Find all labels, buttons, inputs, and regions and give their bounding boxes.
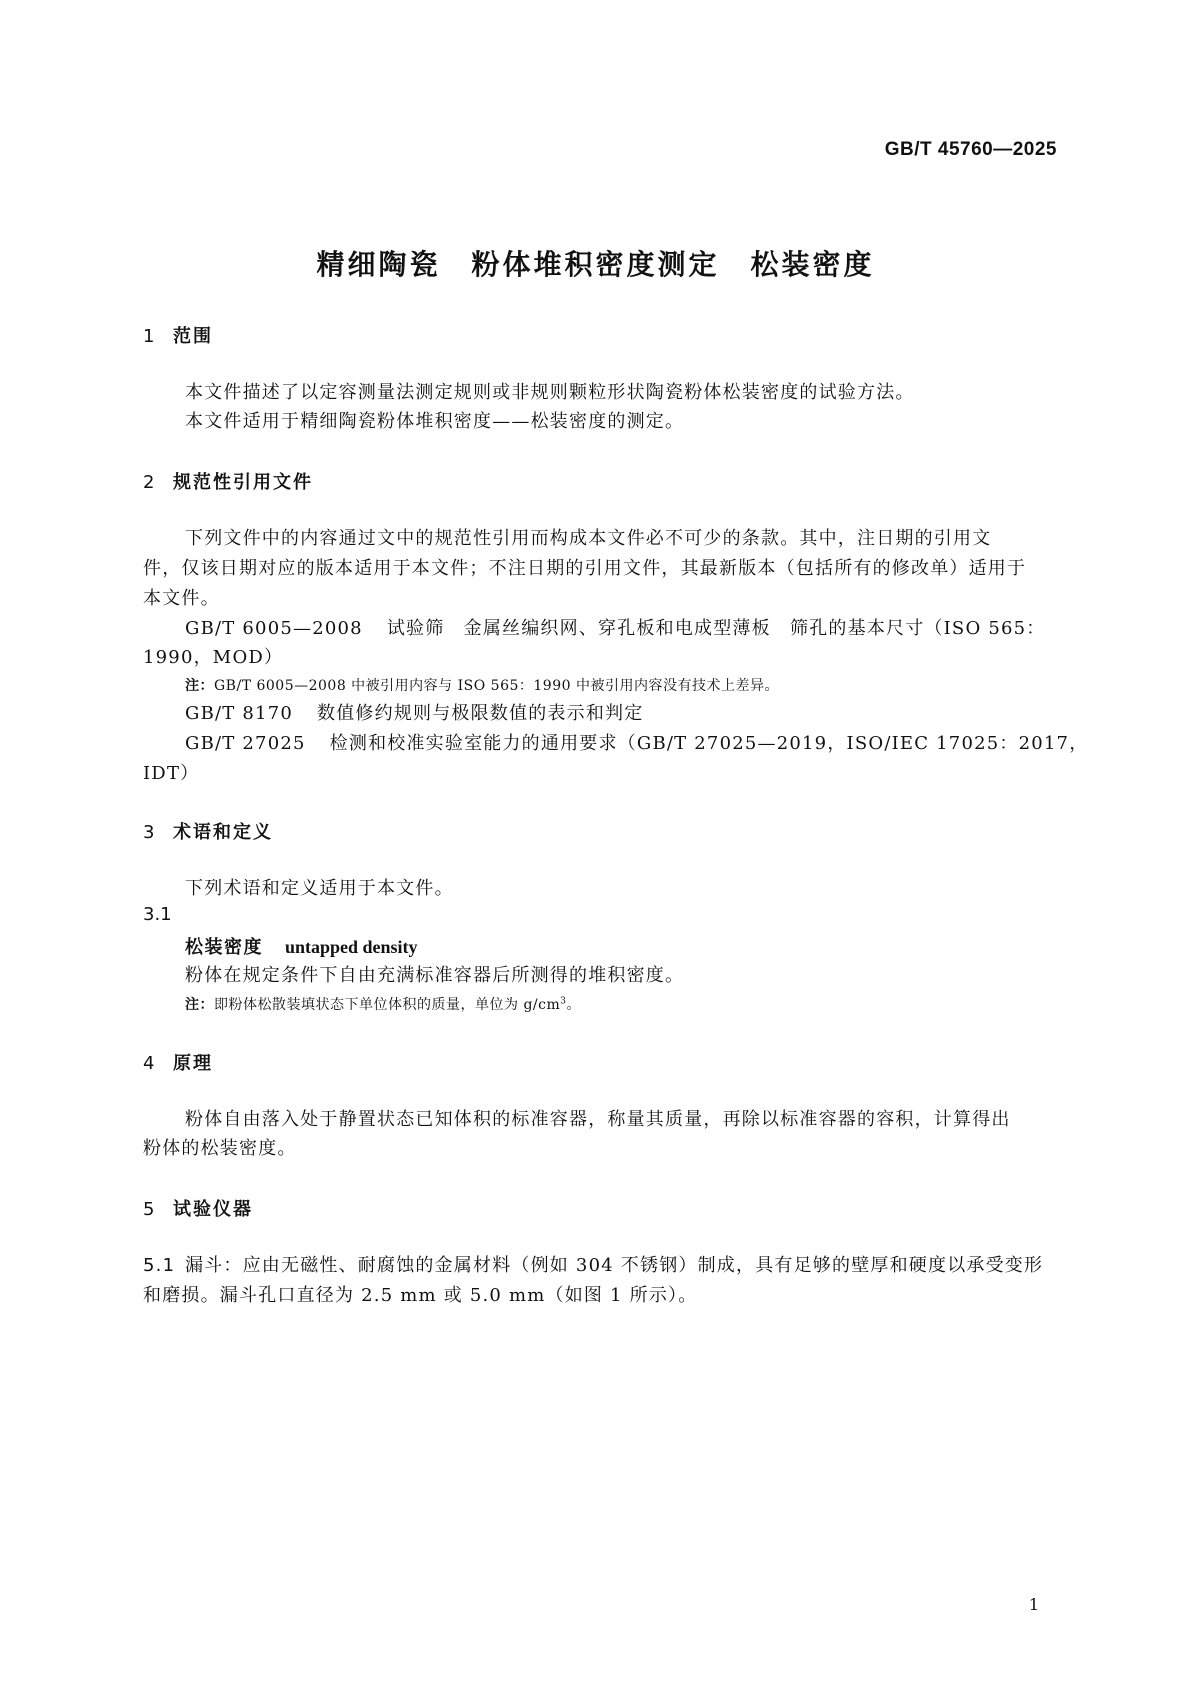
section-title: 范围 [173,326,213,347]
section-number: 3 [143,822,157,843]
principle-line-2: 粉体的松装密度。 [143,1138,297,1159]
section-title: 术语和定义 [173,822,273,843]
reference-gbt6005-continued: 1990，MOD） [143,647,284,668]
note-superscript: 3 [560,996,567,1007]
scope-paragraph-1: 本文件描述了以定容测量法测定规则或非规则颗粒形状陶瓷粉体松装密度的试验方法。 [185,382,915,403]
reference-title: 检测和校准实验室能力的通用要求（GB/T 27025—2019，ISO/IEC 17025：2017， [329,733,1089,754]
section-1-heading [143,322,213,348]
reference-gbt8170 [185,699,643,725]
section-number: 5 [143,1199,157,1220]
normative-ref-intro-line-2: 件，仅该日期对应的版本适用于本文件；不注日期的引用文件，其最新版本（包括所有的修改单）适用于 [143,558,1027,579]
note-end: 。 [566,997,581,1013]
clause-5-1-line-2: 和磨损。漏斗孔口直径为 2.5 mm 或 5.0 mm（如图 1 所示）。 [143,1285,698,1306]
section-title: 试验仪器 [173,1199,253,1220]
section-number: 2 [143,472,157,493]
reference-code: GB/T 6005—2008 [185,618,363,639]
term-definition: 粉体在规定条件下自由充满标准容器后所测得的堆积密度。 [185,965,685,986]
reference-note [185,675,779,695]
reference-title: 数值修约规则与极限数值的表示和判定 [317,703,644,724]
scope-paragraph-2: 本文件适用于精细陶瓷粉体堆积密度——松装密度的测定。 [185,411,685,432]
clause-text: 漏斗：应由无磁性、耐腐蚀的金属材料（例如 304 不锈钢）制成，具有足够的壁厚和硬度以承受变形 [185,1255,1044,1276]
clause-5-1-line-1 [143,1251,1043,1277]
section-5-heading [143,1195,253,1221]
note-label: 注： [185,678,214,694]
reference-gbt6005 [185,614,1046,640]
reference-title: 试验筛 金属丝编织网、穿孔板和电成型薄板 筛孔的基本尺寸（ISO 565： [386,618,1046,639]
terms-intro: 下列术语和定义适用于本文件。 [185,878,454,899]
reference-gbt27025-continued: IDT） [143,763,200,784]
section-number: 1 [143,326,157,347]
principle-line-1: 粉体自由落入处于静置状态已知体积的标准容器，称量其质量，再除以标准容器的容积，计算得出 [185,1109,1011,1130]
section-2-heading [143,468,313,494]
note-text: GB/T 6005—2008 中被引用内容与 ISO 565：1990 中被引用内容没有技术上差异。 [214,678,779,694]
section-title: 规范性引用文件 [173,472,313,493]
document-title: 精细陶瓷 粉体堆积密度测定 松装密度 [316,248,875,281]
reference-code: GB/T 8170 [185,703,294,724]
section-title: 原理 [173,1053,213,1074]
section-4-heading [143,1049,213,1075]
reference-gbt27025 [185,729,1088,755]
clause-number-3-1: 3.1 [143,904,172,925]
reference-code: GB/T 27025 [185,733,306,754]
section-3-heading [143,818,273,844]
section-number: 4 [143,1053,157,1074]
note-text: 即粉体松散装填状态下单位体积的质量，单位为 g/cm [214,997,561,1013]
normative-ref-intro-line-3: 本文件。 [143,588,220,609]
term-entry [185,933,418,959]
note-label: 注： [185,997,214,1013]
page-number: 1 [1028,1595,1039,1614]
standard-number: GB/T 45760—2025 [884,139,1057,160]
normative-ref-intro-line-1: 下列文件中的内容通过文中的规范性引用而构成本文件必不可少的条款。其中，注日期的引用文 [185,528,992,549]
clause-number: 5.1 [143,1255,176,1276]
term-note [185,994,581,1014]
term-chinese: 松装密度 [185,937,263,958]
term-english: untapped density [285,937,418,957]
